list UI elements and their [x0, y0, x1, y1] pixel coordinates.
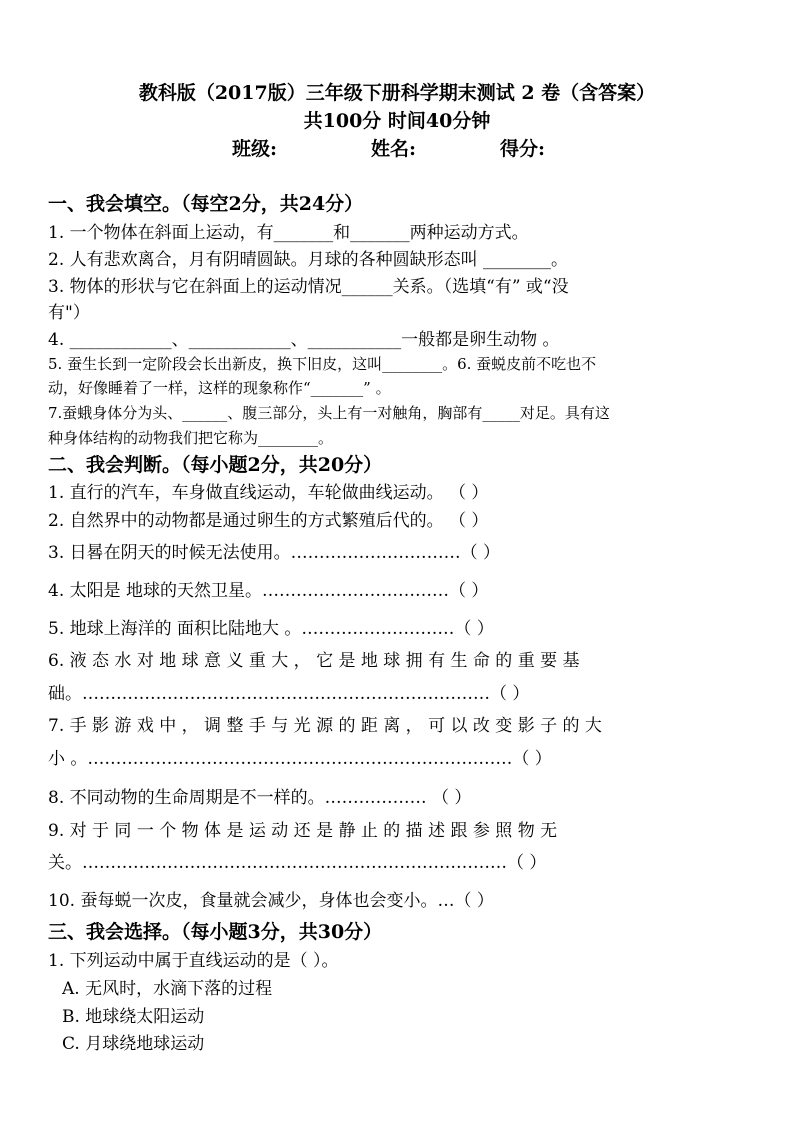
judge-question: 6. 液 态 水 对 地 球 意 义 重 大 ， 它 是 地 球 拥 有 生 命 的 重 要 基: [48, 651, 580, 671]
choice-question: 1. 下列运动中属于直线运动的是（ ）。: [48, 951, 339, 971]
judge-question: 5. 地球上海洋的 面积比陆地大 。………………………（ ）: [48, 619, 494, 639]
judge-question: 2. 自然界中的动物都是通过卵生的方式繁殖后代的。 （ ）: [48, 511, 489, 531]
section1-heading: 一、我会填空。（每空2分，共24分）: [48, 193, 364, 215]
fill-question: 2. 人有悲欢离合，月有阴晴圆缺。月球的各种圆缺形态叫 ________。: [48, 250, 569, 270]
judge-question: 4. 太阳是 地球的天然卫星。……………………………（ ）: [48, 581, 489, 601]
section2-heading: 二、我会判断。（每小题2分，共20分）: [48, 454, 383, 476]
judge-question: 关。…………………………………………………………………（ ）: [48, 853, 547, 873]
fill-question: 3. 物体的形状与它在斜面上的运动情况______关系。（选填“有” 或“没: [48, 277, 569, 297]
fill-question: 1. 一个物体在斜面上运动，有_______和_______两种运动方式。: [48, 223, 529, 243]
choice-option-c: C. 月球绕地球运动: [62, 1034, 205, 1054]
score-label: 得分:: [500, 138, 546, 160]
name-label: 姓名:: [371, 138, 417, 160]
page-subtitle: 共100分 时间40分钟: [303, 110, 491, 132]
class-label: 班级:: [232, 138, 278, 160]
fill-question: 有"）: [48, 303, 90, 323]
judge-question: 9. 对 于 同 一 个 物 体 是 运 动 还 是 静 止 的 描 述 跟 参 照 物 无: [48, 821, 558, 841]
judge-question: 10. 蚕每蜕一次皮，食量就会减少，身体也会变小。…（ ）: [48, 891, 494, 911]
judge-question: 3. 日晷在阴天的时候无法使用。…………………………（ ）: [48, 543, 501, 563]
section3-heading: 三、我会选择。（每小题3分，共30分）: [48, 921, 383, 943]
fill-question: 动，好像睡着了一样，这样的现象称作“_______” 。: [48, 379, 391, 397]
fill-question: 5. 蚕生长到一定阶段会长出新皮，换下旧皮，这叫________。6. 蚕蜕皮前不吃也不: [48, 355, 597, 373]
judge-question: 1. 直行的汽车，车身做直线运动，车轮做曲线运动。 （ ）: [48, 483, 489, 503]
fill-question: 4. ____________、____________、___________一般都是卵生动物 。: [48, 330, 560, 350]
fill-question: 种身体结构的动物我们把它称为________。: [48, 429, 334, 447]
fill-question: 7.蚕蛾身体分为头、______、腹三部分，头上有一对触角，胸部有_____对足。具有这: [48, 404, 610, 422]
page-title: 教科版（2017版）三年级下册科学期末测试 2 卷（含答案）: [138, 82, 656, 104]
judge-question: 础。………………………………………………………………（ ）: [48, 684, 530, 704]
choice-option-a: A. 无风时，水滴下落的过程: [62, 979, 273, 999]
choice-option-b: B. 地球绕太阳运动: [62, 1007, 205, 1027]
judge-question: 8. 不同动物的生命周期是不一样的。……………… （ ）: [48, 788, 472, 808]
judge-question: 7. 手 影 游 戏 中 ， 调 整 手 与 光 源 的 距 离 ， 可 以 改 变 影 子 的 大: [48, 716, 602, 736]
judge-question: 小 。…………………………………………………………………（ ）: [48, 749, 552, 769]
